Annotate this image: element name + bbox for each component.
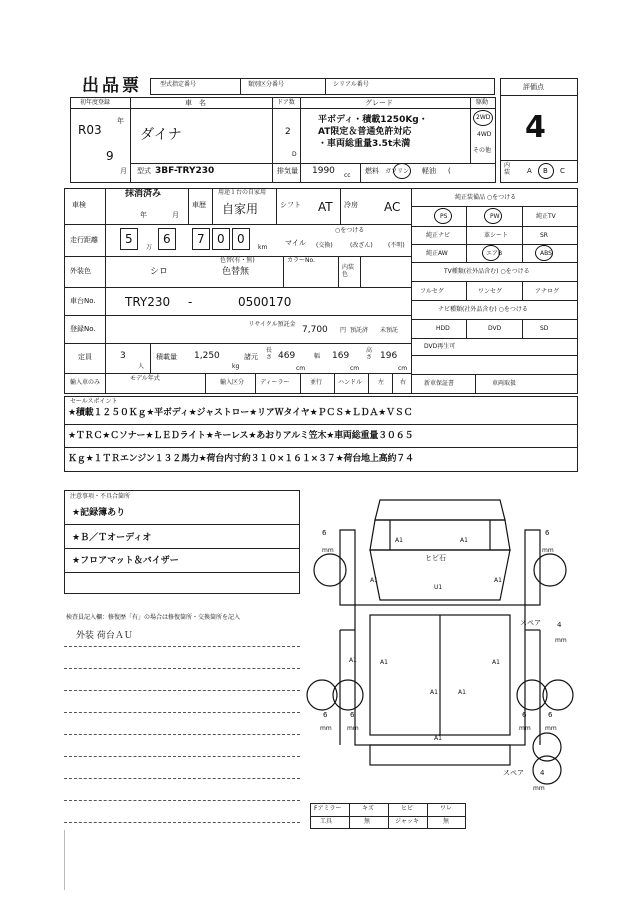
bt-h1: Fアミラー [314, 805, 342, 812]
spare-label-2: スペア [503, 769, 524, 777]
color-change-value: 色替無 [222, 267, 250, 277]
recycle-not-deposited: 未預託 [380, 327, 399, 334]
tire-rr1-mm: mm [519, 725, 531, 732]
mileage-digit-4: 0 [217, 232, 225, 246]
car-name-label: 車 名 [185, 99, 206, 107]
spare-mm-2: mm [533, 785, 545, 792]
diag-label-a1-7: A1 [492, 659, 500, 666]
fuel-paren: ( [448, 167, 451, 175]
nav-title: ナビ種類(社外品含む) ○をつける [438, 306, 528, 313]
inspection-label: 車検 [72, 201, 86, 209]
class-label: 類別区分番号 [248, 81, 285, 88]
equip-abs-circle [535, 245, 553, 261]
diag-label-a1-5: A1 [349, 657, 357, 664]
handle-right: 右 [400, 379, 407, 386]
length-label: 長さ [266, 347, 273, 361]
sales-line-2: ★ＴＲＣ★Ｃソナー★ＬＥＤライト★キーレス★あおりアルミ笠木★車両総重量３０６５ [68, 431, 414, 441]
tv-analog: アナログ [535, 288, 560, 295]
inspection-value: 抹消済み [125, 189, 162, 199]
year-value: R03 [78, 123, 102, 137]
height-label: 高さ [366, 347, 373, 361]
model-year-label: モデル年式 [130, 375, 160, 382]
equip-ps: PS [440, 213, 448, 220]
chassis-value: TRY230 [125, 295, 171, 309]
diag-label-u1: U1 [434, 584, 443, 591]
diag-label-a1-9: A1 [434, 735, 442, 742]
diag-label-a1-6: A1 [380, 659, 388, 666]
diag-label-a1-8: A1 [430, 689, 438, 696]
diag-label-a1-4: A1 [494, 577, 502, 584]
equip-tv: 純正TV [536, 213, 556, 220]
door-value: 2 [285, 127, 291, 137]
meter-note: ○をつける [335, 227, 365, 234]
car-name-value: ダイナ [140, 127, 182, 143]
tv-oneseg: ワンセグ [478, 288, 503, 295]
equipment-title: 純正装備品 ○をつける [455, 194, 517, 201]
disp-unit: cc [344, 172, 351, 179]
tire-rl1-mm: mm [320, 725, 332, 732]
recycle-label: リサイクル預託金 [248, 321, 296, 328]
tire-rl2-size: 6 [350, 711, 355, 719]
color-label: 外装色 [70, 267, 91, 275]
tire-rl2-mm: mm [347, 725, 359, 732]
inspector-line-1: 外装 荷台ＡＵ [76, 631, 133, 641]
fuel-circle [393, 163, 411, 179]
drive-label: 駆動 [476, 99, 489, 106]
height-value: 196 [380, 351, 398, 361]
grade-line-3: ・車両総重量3.5t未満 [318, 139, 411, 149]
equip-navi: 純正ナビ [426, 232, 451, 239]
model-value: 3BF-TRY230 [155, 166, 215, 176]
bt-r2: 無 [364, 818, 371, 825]
model-label: 型式 [137, 167, 151, 175]
interior-c: C [560, 167, 565, 175]
header-id-row [150, 78, 495, 95]
year-unit: 年 [117, 117, 124, 125]
equip-airbag: エアB [486, 250, 503, 257]
recycle-value: 7,700 [302, 325, 328, 335]
diag-label-crack: ヒビ石 [425, 554, 446, 562]
length-value: 469 [278, 351, 296, 361]
later-manual: 車両取扱 [492, 380, 517, 387]
tire-fl-size: 6 [322, 529, 327, 537]
load-value: 1,250 [194, 351, 220, 361]
vehicle-diagram [300, 490, 580, 810]
notes-label: 注意事項・不具合箇所 [70, 493, 131, 500]
diag-label-a1-2: A1 [460, 537, 468, 544]
fuel-diesel: 軽油 [422, 167, 436, 175]
bt-r3: ジャッキ [395, 818, 419, 825]
spare-label-1: スペア [520, 619, 541, 627]
chassis-dash: - [188, 295, 193, 309]
meter-unknown: (不明) [388, 242, 405, 249]
bt-h4: ワレ [440, 805, 453, 812]
shift-value: AT [318, 200, 333, 214]
tire-fr-mm: mm [542, 547, 554, 554]
import-label: 輸入車のみ [70, 379, 101, 386]
tire-fr-size: 6 [545, 529, 550, 537]
grade-line-2: AT限定＆普通免許対応 [318, 127, 412, 137]
ac-label: 冷房 [344, 201, 358, 209]
mileage-unit-km: km [258, 244, 268, 251]
bt-r4: 無 [443, 818, 450, 825]
inspector-label: 検査員記入欄：修復歴「有」の場合は修復箇所・交換箇所を記入 [66, 614, 241, 621]
sales-line-1: ★積載１２５０Ｋｇ★平ボディ★ジャストロー★リアＷタイヤ★ＰＣＳ★ＬＤＡ★ＶＳＣ [68, 408, 413, 418]
equip-pw: PW [490, 213, 500, 220]
drive-2wd-circle [473, 110, 493, 126]
width-value: 169 [332, 351, 350, 361]
bt-h3: ヒビ [401, 805, 414, 812]
ac-value: AC [384, 200, 401, 214]
width-label: 幅 [314, 353, 321, 360]
sales-line-3: Ｋｇ★１ＴＲエンジン１３２馬力★荷台内寸約３１０×１６１×３７★荷台地上高約７４ [68, 454, 414, 464]
score-label: 評価点 [523, 83, 544, 91]
disp-label: 排気量 [277, 167, 298, 175]
capacity-label: 定員 [78, 353, 92, 361]
sales-label: セールスポイント [70, 398, 118, 405]
month-value: 9 [106, 149, 114, 163]
interior-label: 内装 [504, 162, 511, 176]
bt-r1: 工具 [320, 818, 333, 825]
capacity-value: 3 [120, 351, 126, 361]
nav-sd: SD [540, 325, 549, 332]
fuel-gasoline: ガソリン [385, 168, 410, 175]
drive-2wd: 2WD [476, 114, 491, 121]
equip-ps-circle [434, 208, 452, 224]
load-unit: kg [232, 363, 240, 370]
meter-exchange: (交換) [316, 242, 333, 249]
recycle-unit: 円 [340, 327, 347, 334]
diag-label-a1-3: A1 [370, 577, 378, 584]
inspection-month-unit: 月 [172, 211, 179, 219]
equip-leather: 革シート [484, 232, 509, 239]
tire-rr2-mm: mm [545, 725, 557, 732]
reg-label: 登録No. [70, 325, 96, 333]
page-title: 出品票 [82, 76, 142, 96]
equip-sr: SR [540, 232, 548, 239]
score-value: 4 [525, 110, 546, 145]
serial-label: シリアル番号 [333, 81, 369, 88]
tire-fl-mm: mm [322, 547, 334, 554]
chassis-label: 車台No. [70, 297, 96, 305]
tire-rr2-size: 6 [548, 711, 553, 719]
length-unit: cm [296, 365, 306, 372]
mileage-digit-3: 7 [197, 232, 205, 246]
later-warranty: 新車保証書 [424, 380, 455, 387]
grade-label: グレード [365, 99, 393, 107]
use-value: 自家用 [222, 202, 259, 216]
import-parallel: 並行 [310, 379, 323, 386]
inspection-year-unit: 年 [140, 211, 147, 219]
load-label: 積載量 [156, 353, 177, 361]
diag-label-a1-1: A1 [395, 537, 403, 544]
import-dealer: ディーラー [260, 379, 290, 386]
chassis-number: 0500170 [238, 295, 292, 309]
dvd-label: DVD再生可 [424, 343, 456, 350]
handle-label: ハンドル [338, 379, 363, 386]
mileage-unit-man: 万 [146, 244, 153, 251]
equip-aw: 純正AW [426, 250, 448, 257]
notes-line-1: ★記録簿あり [72, 508, 126, 518]
interior-a: A [527, 167, 532, 175]
year-label: 初年度登録 [80, 99, 111, 106]
spare-mm-1: mm [555, 637, 567, 644]
drive-4wd: 4WD [477, 131, 492, 138]
type-spec-label: 型式指定番号 [160, 81, 197, 88]
color-value: シロ [150, 267, 169, 277]
door-unit: D [292, 151, 297, 158]
equip-pw-circle [484, 208, 502, 224]
tire-rl1-size: 6 [323, 711, 328, 719]
width-unit: cm [350, 365, 360, 372]
interior-b-circle [538, 163, 554, 179]
equip-abs: ABS [540, 250, 552, 257]
mileage-label: 走行距離 [70, 236, 98, 244]
nav-dvd: DVD [488, 325, 502, 332]
equip-airbag-circle [482, 245, 503, 261]
spare-size-2: 4 [540, 769, 545, 777]
month-unit: 月 [120, 167, 127, 175]
spare-size-1: 4 [557, 621, 562, 629]
mileage-digit-1: 5 [125, 232, 133, 246]
grade-line-1: 平ボディ・積載1250Kg・ [318, 115, 428, 125]
color-no-label: カラーNo. [287, 257, 315, 264]
interior-b: B [543, 167, 548, 175]
spec-label: 諸元 [244, 353, 258, 361]
notes-line-3: ★フロアマット＆バイザー [72, 556, 179, 566]
tv-title: TV種類(社外品含む) ○をつける [444, 268, 530, 275]
tv-fullseg: フルセグ [420, 288, 444, 295]
disp-value: 1990 [312, 166, 335, 176]
use-header: 用途１台の自家用 [218, 189, 267, 196]
history-label: 車歴 [192, 201, 206, 209]
color-change-label: 色替(有・無) [220, 257, 255, 264]
notes-line-2: ★Ｂ／Ｔオーディオ [72, 533, 152, 543]
diag-label-a1-10: A1 [458, 689, 466, 696]
import-div-label: 輸入区分 [220, 379, 245, 386]
fuel-label: 燃料 [365, 167, 379, 175]
height-unit: cm [398, 365, 408, 372]
mileage-digit-2: 6 [163, 232, 171, 246]
mileage-digit-5: 0 [237, 232, 245, 246]
tire-rr1-size: 6 [522, 711, 527, 719]
bt-h2: キズ [362, 805, 374, 812]
drive-other: その他 [473, 147, 492, 154]
handle-left: 左 [378, 379, 385, 386]
capacity-unit: 人 [138, 363, 145, 370]
interior-color-label: 内装色 [342, 264, 355, 278]
recycle-deposited: 預託済 [350, 327, 369, 334]
nav-hdd: HDD [436, 325, 450, 332]
meter-label: マイル [285, 239, 306, 247]
meter-tamper: (改ざん) [350, 242, 373, 249]
door-label: ドア数 [277, 99, 295, 106]
shift-label: シフト [280, 201, 301, 209]
